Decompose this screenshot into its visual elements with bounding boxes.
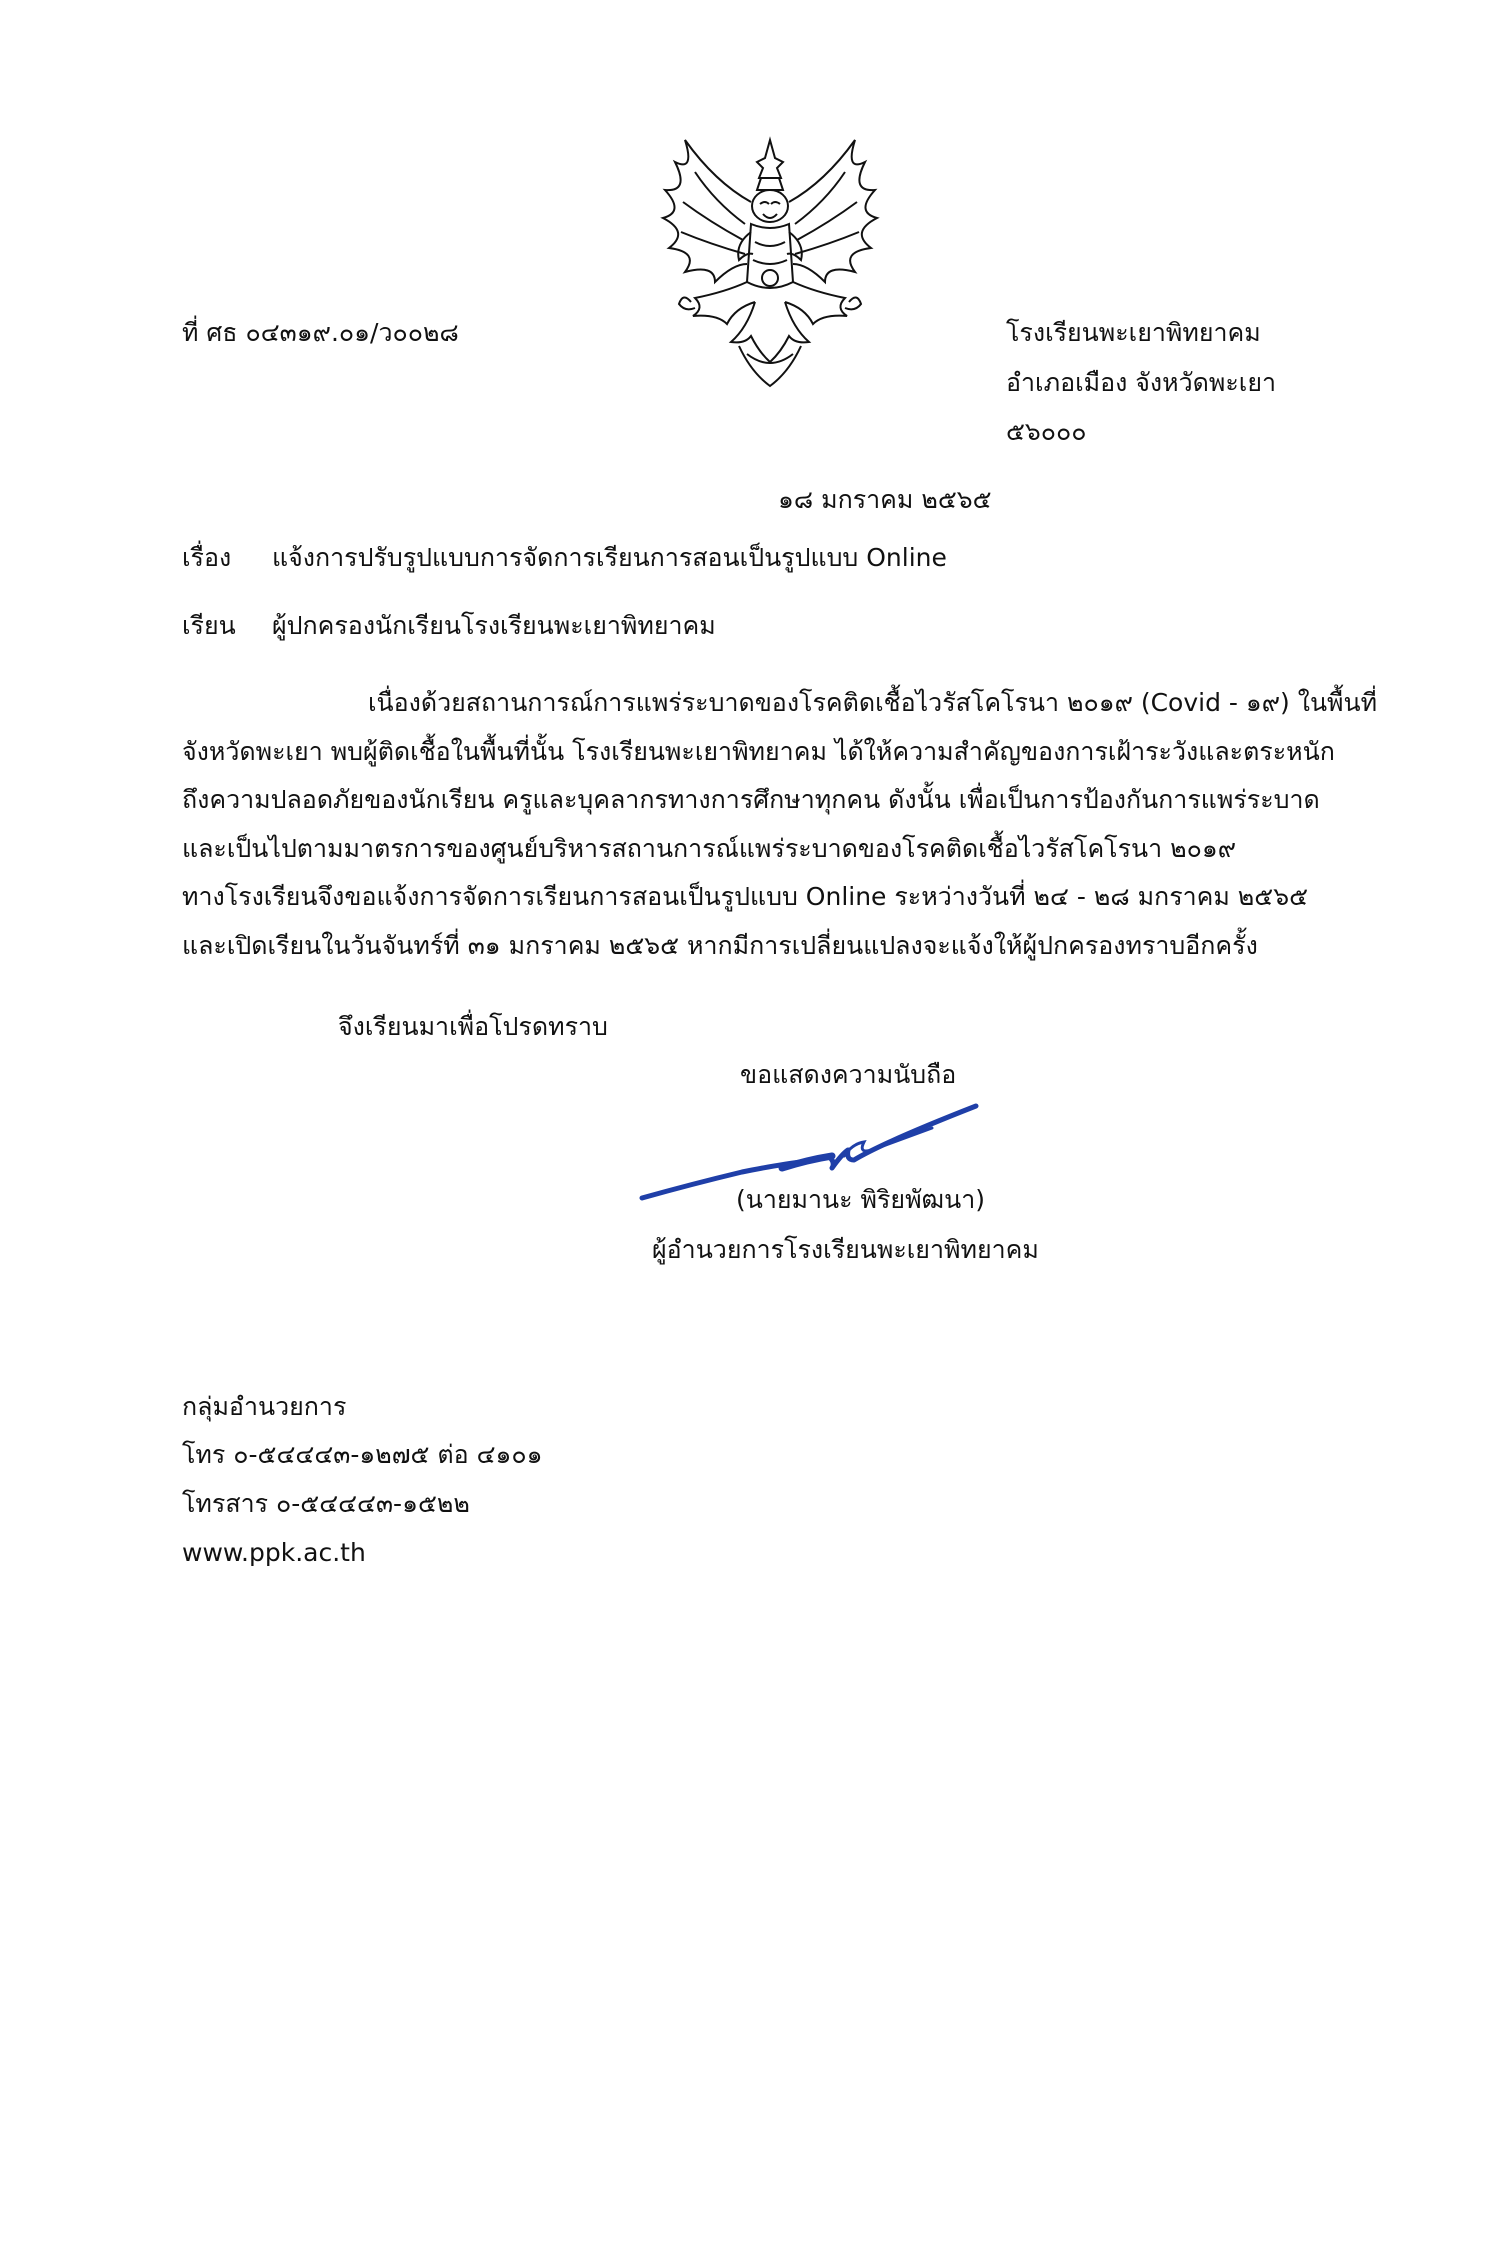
footer-website: www.ppk.ac.th	[182, 1538, 366, 1567]
body-line: ถึงความปลอดภัยของนักเรียน ครูและบุคลากรทางการศึกษาทุกคน ดังนั้น เพื่อเป็นการป้องกันการแพร่ระบาด	[182, 785, 1320, 814]
footer-department: กลุ่มอำนวยการ	[182, 1392, 347, 1421]
subject-text: แจ้งการปรับรูปแบบการจัดการเรียนการสอนเป็นรูปแบบ Online	[272, 543, 947, 572]
garuda-emblem-icon	[655, 132, 885, 390]
school-postcode: ๕๖๐๐๐	[1006, 417, 1087, 446]
signer-title: ผู้อำนวยการโรงเรียนพะเยาพิทยาคม	[652, 1235, 1039, 1264]
closing-notice: จึงเรียนมาเพื่อโปรดทราบ	[338, 1012, 608, 1041]
subject-label: เรื่อง	[182, 543, 232, 572]
signer-name: (นายมานะ พิริยพัฒนา)	[736, 1185, 986, 1214]
recipient-label: เรียน	[182, 611, 236, 640]
recipient-text: ผู้ปกครองนักเรียนโรงเรียนพะเยาพิทยาคม	[272, 611, 716, 640]
body-line: และเปิดเรียนในวันจันทร์ที่ ๓๑ มกราคม ๒๕๖๕ หากมีการเปลี่ยนแปลงจะแจ้งให้ผู้ปกครองทราบอีกครั้ง	[182, 931, 1258, 960]
body-line: จังหวัดพะเยา พบผู้ติดเชื้อในพื้นที่นั้น โรงเรียนพะเยาพิทยาคม ได้ให้ความสำคัญของการเฝ้าระวังและตระหนัก	[182, 737, 1335, 766]
letter-date: ๑๘ มกราคม ๒๕๖๕	[778, 485, 992, 514]
footer-fax: โทรสาร ๐-๕๔๔๔๓-๑๕๒๒	[182, 1489, 470, 1518]
body-line: และเป็นไปตามมาตรการของศูนย์บริหารสถานการณ์แพร่ระบาดของโรคติดเชื้อไวรัสโคโรนา ๒๐๑๙	[182, 834, 1237, 863]
school-name: โรงเรียนพะเยาพิทยาคม	[1006, 318, 1261, 347]
school-address: อำเภอเมือง จังหวัดพะเยา	[1006, 368, 1277, 397]
reference-number: ที่ ศธ ๐๔๓๑๙.๐๑/ว๐๐๒๘	[182, 318, 459, 347]
body-line: เนื่องด้วยสถานการณ์การแพร่ระบาดของโรคติดเชื้อไวรัสโคโรนา ๒๐๑๙ (Covid - ๑๙) ในพื้นที่	[368, 688, 1378, 717]
footer-phone: โทร ๐-๕๔๔๔๓-๑๒๗๕ ต่อ ๔๑๐๑	[182, 1440, 543, 1469]
closing-regards: ขอแสดงความนับถือ	[740, 1060, 957, 1089]
body-line: ทางโรงเรียนจึงขอแจ้งการจัดการเรียนการสอนเป็นรูปแบบ Online ระหว่างวันที่ ๒๔ - ๒๘ มกราคม ๒๕๖๕	[182, 882, 1309, 911]
